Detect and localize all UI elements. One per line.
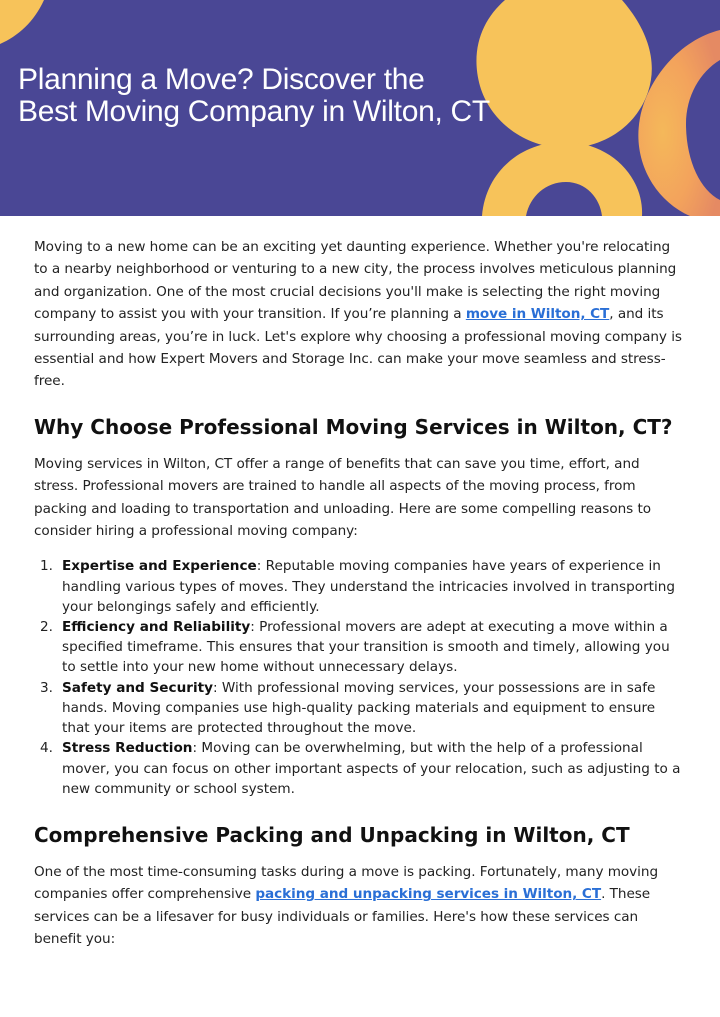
reasons-list [34, 556, 686, 798]
section-heading-packing: Comprehensive Packing and Unpacking in Wilton, CT [34, 822, 630, 847]
list-item-title: Expertise and Experience [62, 558, 257, 575]
packing-text-start: One of the most time-consuming tasks during a move is packing. Fortunately, many moving companies offer comprehensive [34, 863, 659, 903]
hero-banner [0, 0, 720, 216]
list-item-number: 1. [40, 558, 53, 575]
top-left-blob [0, 0, 44, 44]
intro-text-end: , and its surrounding areas, you’re in luck. Let's explore why choosing a professional moving company is essential and how Expert Movers and Storage Inc. can make your move seamless and stress-free. [34, 306, 682, 390]
list-item-number: 3. [40, 679, 53, 696]
title-line-1: Planning a Move? Discover the [18, 63, 425, 96]
packing-services-link[interactable]: packing and unpacking services in Wilton, CT [255, 886, 602, 903]
list-item-number: 2. [40, 619, 53, 636]
title-line-2: Best Moving Company in Wilton, CT [18, 95, 490, 128]
list-item-title: Efficiency and Reliability [62, 619, 251, 636]
section-heading-why-choose: Why Choose Professional Moving Services in Wilton, CT? [34, 414, 673, 439]
section-paragraph: Moving services in Wilton, CT offer a range of benefits that can save you time, effort, and stress. Professional movers are trained to handle all aspects of the moving process, from packing and loading to transportation and unloading. Here are some compelling reasons to consider hiring a professional moving company: [34, 455, 652, 540]
packing-paragraph [34, 861, 686, 951]
intro-paragraph [34, 236, 686, 393]
list-item [40, 738, 686, 799]
list-item-text: : With professional moving services, your possessions are in safe hands. Moving companies use high-quality packing materials and equipment to ensure that your items are protected throughout the move. [62, 679, 656, 737]
list-item-text: : Reputable moving companies have years of experience in handling various types of moves. They understand the intricacies involved in transporting your belongings safely and efficiently. [62, 558, 676, 615]
list-item [40, 556, 686, 617]
intro-text-start: Moving to a new home can be an exciting yet daunting experience. Whether you're relocating to a nearby neighborhood or venturing to a new city, the process involves meticulous planning and organization. One of the most crucial decisions you'll make is selecting the right moving company to assist you with your transition. If you’re planning a [34, 239, 677, 323]
list-item [40, 678, 686, 739]
bottom-ring [482, 142, 642, 216]
list-item-text: : Professional movers are adept at executing a move within a specified timeframe. This ensures that your transition is smooth and timely, allowing you to settle into your new home without unnecessary delays. [62, 619, 670, 676]
list-item-number: 4. [40, 740, 53, 757]
list-item-title: Stress Reduction [62, 740, 193, 757]
list-item-title: Safety and Security [62, 679, 213, 696]
list-item-text: : Moving can be overwhelming, but with the help of a professional mover, you can focus on other important aspects of your relocation, such as adjusting to a new community or school system. [62, 740, 681, 797]
move-in-wilton-link[interactable]: move in Wilton, CT [465, 306, 610, 323]
page-title [18, 64, 538, 128]
article-body [34, 236, 686, 951]
packing-text-end: . These services can be a lifesaver for busy individuals or families. Here's how these services can benefit you: [34, 886, 651, 948]
list-item [40, 617, 686, 678]
